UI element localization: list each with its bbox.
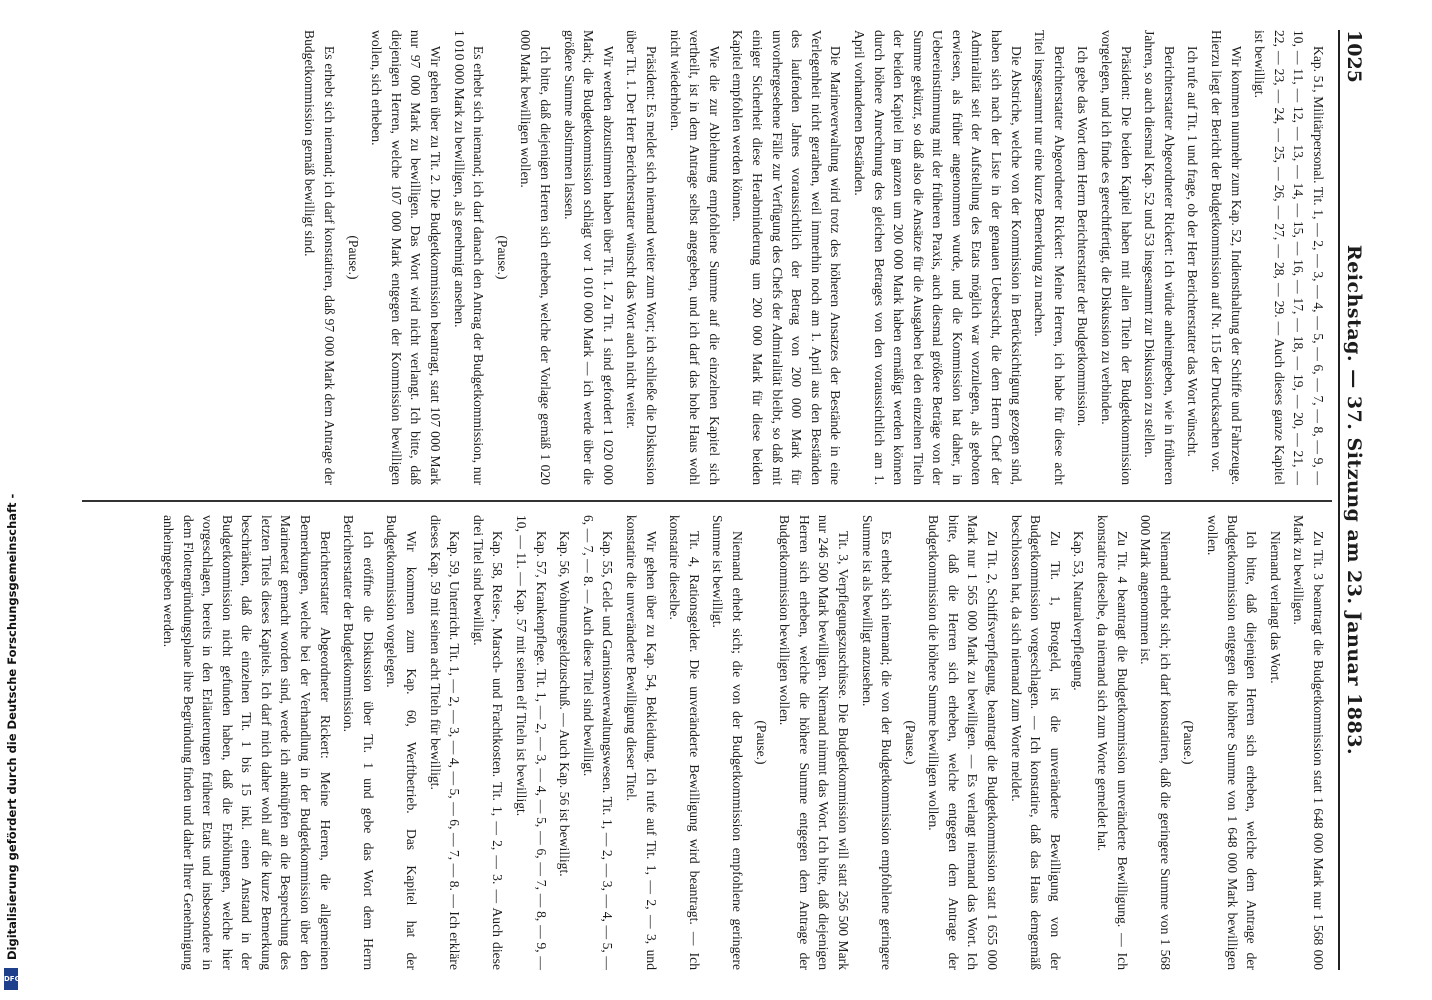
paragraph: Niemand erhebt sich; die von der Budgetkommission empfohlene geringere Summe ist bewilligt. [710, 515, 745, 970]
paragraph: (Pause.) [902, 720, 918, 765]
paragraph: Tit. 4, Rationsgelder. Die unveränderte Bewilligung wird beantragt. — Ich konstatire dieselbe. [667, 515, 702, 970]
paragraph: Niemand erhebt sich; ich darf konstatiren, daß die geringere Summe von 1 568 000 Mark angenommen ist. [1138, 515, 1173, 970]
paragraph: Es erhebt sich niemand; ich darf konstatiren, daß 97 000 Mark dem Antrage der Budgetkommission gemäß bewilligt sind. [302, 30, 338, 485]
paragraph: Ich eröffne die Diskussion über Tit. 1 und gebe das Wort dem Herrn Berichterstatter der Budgetkommission. [341, 515, 376, 970]
paragraph: Ich rufe auf Tit. 1 und frage, ob der Herr Berichterstatter das Wort wünscht. [1185, 46, 1201, 457]
paragraph: (Pause.) [753, 720, 769, 765]
paragraph: Die Abstriche, welche von der Kommission in Berücksichtigung gezogen sind, haben sich nach der Liste in der genauen Uebersicht, die dem Herrn Chef der Admiralität seit der Aufstellung des Etats möglich war vorzulegen, als geboten erwiesen, als früher angenommen wurde, und die Kommission hat daher, in Uebereinstimmung mit der früheren Praxis, auch diesmal größere Beträge von der Summe gekürzt, so daß also die Ansätze für die Ausgaben bei den einzelnen Titeln der beiden Kapitel im ganzen um 200 000 Mark haben ermäßigt werden können durch höhere Anrechnung des gleichen Betrages von den voraussichtlich am 1. April vorhandenen Beständen. [851, 30, 1024, 485]
paragraph: Zu Tit. 2, Schiffsverpflegung, beantragt die Budgetkommission statt 1 655 000 Mark nur 1 565 000 Mark zu bewilligen. — Es verlangt niemand das Wort. Ich bitte, daß die Herren sich erheben, welche entgegen dem Antrage der Budgetkommission die höhere Summe bewilligen wollen. [926, 515, 1001, 970]
paragraph: Tit. 3, Verpflegungszuschüsse. Die Budgetkommission will statt 256 500 Mark nur 246 500 Mark bewilligen. Niemand nimmt das Wort. Ich bitte, daß diejenigen Herren sich erheben, welche die höhere Summe entgegen dem Antrage der Budgetkommission bewilligen wollen. [777, 515, 851, 970]
left-column [296, 30, 1328, 485]
paragraph: Ich bitte, daß diejenigen Herren sich erheben, welche der Vorlage gemäß 1 020 000 Mark bewilligen wollen. [518, 30, 554, 485]
paragraph: Wir kommen zum Kap. 60, Werftbetrieb. Das Kapitel hat der Budgetkommission vorgelegen. [384, 515, 420, 970]
paragraph: Berichterstatter Abgeordneter Rickert: Meine Herren, die allgemeinen Bemerkungen, welche bei der Verhandlung in der Budgetkommission über den Marineetat gemacht worden sind, werde ich anknüpfen an die Besprechung des letzten Titels dieses Kapitels. Ich darf mich daher wohl auf die kurze Bemerkung beschränken, daß die einzelnen Tit. 1 bis 15 inkl. einen Anstand in der Budgetkommission nicht gefunden haben, daß die Erhöhungen, welche hier vorgeschlagen, bereits in den Erläuterungen früherer Etats und insbesondere in dem Flottengründungsplane ihre Begründung finden und daher Ihrer Genehmigung anheimgegeben werden. [160, 515, 333, 970]
paragraph: Niemand verlangt das Wort. [1267, 531, 1283, 684]
paragraph: Zu Tit. 4 beantragt die Budgetkommission unveränderte Bewilligung. — Ich konstatire dieselbe, da niemand sich zum Worte gemeldet hat. [1095, 515, 1130, 970]
paragraph: Präsident: Es meldet sich niemand weiter zum Wort; ich schließe die Diskussion über Tit. 1. Der Herr Berichterstatter wünscht das Wort auch nicht weiter. [624, 30, 659, 485]
digitization-credit-strip [0, 0, 22, 1000]
paragraph: (Pause.) [345, 235, 361, 280]
column-divider [82, 500, 1332, 502]
paragraph: Wir gehen über zu Tit. 2. Die Budgetkommission beantragt, statt 107 000 Mark nur 97 000 Mark zu bewilligen. Das Wort wird nicht verlangt. Ich bitte, daß diejenigen Herren, welche 107 000 Mark entgegen der Kommission bewilligen wollen, sich erheben. [369, 30, 444, 485]
page-title: Reichstag. — 37. Sitzung am 23. Januar 1883. [1343, 244, 1365, 756]
paragraph: Kap. 55, Geld- und Garnisonverwaltungswesen. Tit. 1, — 2, — 3, — 4, — 5, — 6, — 7, — 8. — Auch diese Titel sind bewilligt. [580, 515, 616, 970]
paragraph: Wir gehen über zu Kap. 54, Bekleidung. Ich rufe auf Tit. 1, — 2, — 3, und konstatire die unveränderte Bewilligung dieser Titel. [624, 515, 659, 970]
dfg-logo: DFG [4, 968, 18, 990]
paragraph: Wie die zur Ablehnung empfohlene Summe auf die einzelnen Kapitel sich vertheilt, ist in dem Antrage selbst angegeben, und ich darf das hohe Haus wohl nicht wiederholen. [667, 30, 722, 485]
page-header [1338, 30, 1366, 970]
paragraph: Kap. 57, Krankenpflege. Tit. 1, — 2, — 3, — 4, — 5, — 6, — 7, — 8, — 9, — 10, — 11. — Kap. 57 mit seinen elf Titeln ist bewilligt. [514, 515, 549, 970]
paragraph: Zu Tit. 3 beantragt die Budgetkommission statt 1 648 000 Mark nur 1 568 000 Mark zu bewilligen. [1291, 515, 1326, 970]
paragraph: Berichterstatter Abgeordneter Rickert: Ich würde anheimgeben, wie in früheren Jahren, so auch diesmal Kap. 52 und 53 insgesammt zur Diskussion zu stellen. [1142, 30, 1177, 485]
paragraph: Präsident: Die beiden Kapitel haben mit allen Titeln der Budgetkommission vorgelegen, und ich finde es gerechtfertigt, die Diskussion zu verbinden. [1099, 30, 1134, 485]
paragraph: Kap. 58, Reise-, Marsch- und Frachtkosten. Tit. 1, — 2, — 3. — Auch diese drei Titel sind bewilligt. [470, 515, 506, 970]
scanned-page [55, 0, 1380, 1000]
paragraph: (Pause.) [494, 235, 510, 280]
paragraph: Ich gebe das Wort dem Herrn Berichterstatter der Budgetkommission. [1075, 46, 1091, 427]
paragraph: Ich bitte, daß diejenigen Herren sich erheben, welche dem Antrage der Budgetkommission entgegen die höhere Summe von 1 648 000 Mark bewilligen wollen. [1205, 515, 1260, 970]
paragraph: Wir werden abzustimmen haben über Tit. 1. Zu Tit. 1 sind gefordert 1 020 000 Mark; die Budgetkommission schlägt vor 1 010 000 Mark — ich werde über die größere Summe abstimmen lassen. [561, 30, 616, 485]
digitization-credit: Digitalisierung gefördert durch die Deutsche Forschungsgemeinschaft - [5, 493, 19, 960]
right-column [154, 515, 1328, 970]
paragraph: Es erhebt sich niemand; ich darf danach den Antrag der Budgetkommission, nur 1 010 000 Mark zu bewilligen, als genehmigt ansehen. [451, 30, 487, 485]
paragraph: Zu Tit. 1, Brotgeld, ist die unveränderte Bewilligung von der Budgetkommission vorgeschlagen. — Ich konstatire, daß das Haus demgemäß beschlossen hat, da sich niemand zum Worte meldet. [1008, 515, 1063, 970]
paragraph: Kap. 51, Militärpersonal. Tit. 1, — 2, — 3, — 4, — 5, — 6, — 7, — 8, — 9, — 10, — 11, — 12, — 13, — 14, — 15, — 16, — 17, — 18, — 19, — 20, — 21, — 22, — 23, — 24, — 25, — 26, — 27, — 28, — 29. — Auch dieses ganze Kapitel ist bewilligt. [1252, 30, 1326, 485]
paragraph: Kap. 53, Naturalverpflegung. [1071, 531, 1087, 691]
paragraph: Es erhebt sich niemand; die von der Budgetkommission empfohlene geringere Summe ist als bewilligt anzusehen. [859, 515, 895, 970]
page-number: 1025 [1343, 30, 1365, 83]
paragraph: Wir kommen nunmehr zum Kap. 52, Indiensthaltung der Schiffe und Fahrzeuge. Hierzu liegt der Bericht der Budgetkommission auf Nr. 115 der Drucksachen vor. [1209, 30, 1244, 485]
paragraph: Berichterstatter Abgeordneter Rickert: Meine Herren, ich habe für diese acht Titel insgesammt nur eine kurze Bemerkung zu machen. [1032, 30, 1067, 485]
paragraph: Die Marineverwaltung wird trotz des höheren Ansatzes der Bestände in eine Verlegenheit nicht gerathen, weil immerhin noch am 1. April aus den Beständen des laufenden Jahres voraussichtlich der Betrag von 200 000 Mark für unvorhergesehene Fälle zur Verfügung des Chefs der Admiralität bleibt, so daß mit einiger Sicherheit diese Herabminderung um 200 000 Mark für diese beiden Kapitel empfohlen werden können. [730, 30, 844, 485]
paragraph: Kap. 59, Unterricht. Tit. 1, — 2, — 3, — 4, — 5, — 6, — 7, — 8. — Ich erkläre dieses Kap. 59 mit seinen acht Titeln für bewilligt. [427, 515, 463, 970]
paragraph: Kap. 56, Wohnungsgeldzuschuß. — Auch Kap. 56 ist bewilligt. [557, 531, 573, 877]
paragraph: (Pause.) [1181, 720, 1197, 765]
